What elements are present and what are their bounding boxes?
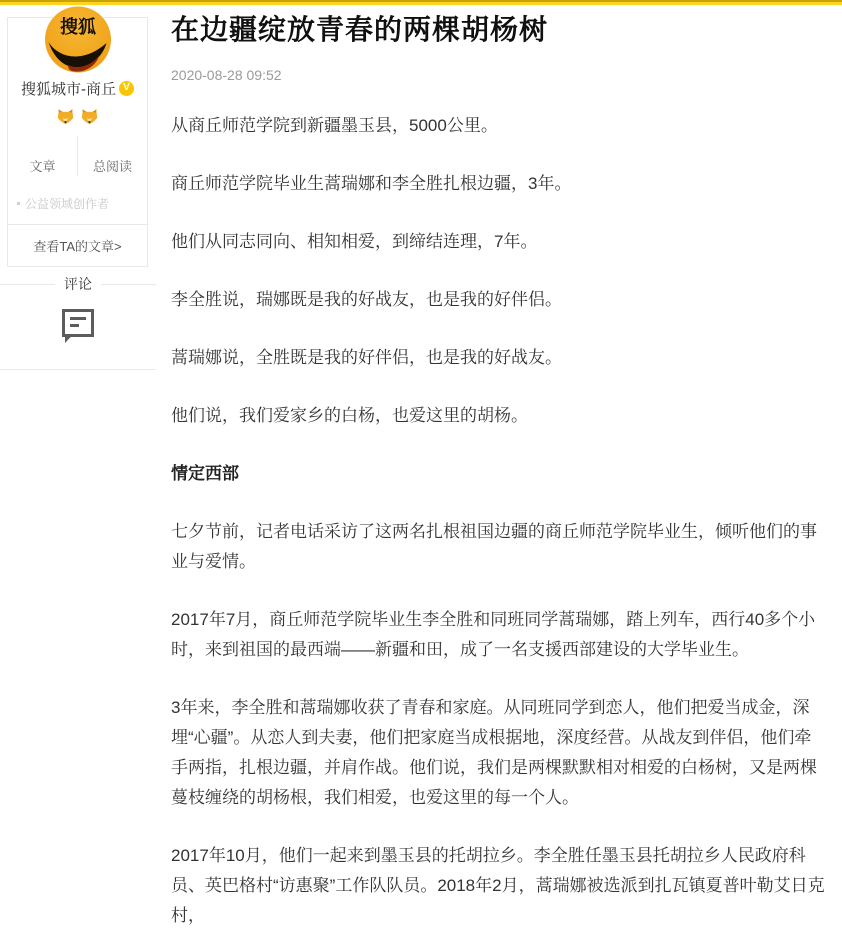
article-paragraph: 他们说，我们爱家乡的白杨，也爱这里的胡杨。 [171, 406, 528, 425]
publisher-name[interactable]: 搜狐城市-商丘 [21, 80, 116, 98]
creator-tag [8, 196, 147, 210]
verified-icon: V [119, 81, 134, 96]
comments-header [0, 276, 156, 292]
article-title: 在边疆绽放青春的两棵胡杨树 [171, 14, 549, 45]
article-paragraph: 蒿瑞娜说，全胜既是我的好伴侣，也是我的好战友。 [171, 348, 562, 367]
stat-total-reads[interactable] [77, 136, 147, 176]
article-paragraph: 七夕节前，记者电话采访了这两名扎根祖国边疆的商丘师范学院毕业生，倾听他们的事业与爱情。 [171, 522, 817, 571]
publisher-avatar[interactable] [44, 6, 111, 73]
stat-articles-label: 文章 [29, 159, 56, 174]
stat-articles[interactable] [8, 136, 77, 176]
bullet-dot-icon [17, 202, 20, 205]
publisher-badges [8, 108, 147, 126]
svg-text:搜狐: 搜狐 [59, 17, 96, 37]
article-paragraph: 3年来，李全胜和蒿瑞娜收获了青春和家庭。从同班同学到恋人，他们把爱当成金，深埋“心疆”。从恋人到夫妻，他们把家庭当成根据地，深度经营。从战友到伴侣，他们牵手两指，扎根边疆，并肩作战。他们说，我们是两棵默默相对相爱的白杨树，又是两棵蔓枝缠绕的胡杨根，我们相爱，也爱这里的每一个人。 [171, 698, 817, 807]
comments-title: 评论 [64, 276, 92, 292]
article-main [171, 5, 828, 931]
article-paragraph: 从商丘师范学院到新疆墨玉县，5000公里。 [171, 116, 498, 135]
stat-total-reads-label: 总阅读 [92, 159, 132, 174]
article-paragraph: 2017年7月，商丘师范学院毕业生李全胜和同班同学蒿瑞娜，踏上列车，西行40多个小时，来到祖国的最西端——新疆和田，成了一名支援西部建设的大学毕业生。 [171, 610, 816, 659]
article-paragraph: 李全胜说，瑞娜既是我的好战友，也是我的好伴侣。 [171, 290, 562, 309]
fox-badge-icon [81, 109, 98, 125]
fox-badge-icon [57, 109, 74, 125]
creator-tag-label: 公益领域创作者 [25, 196, 110, 211]
article-paragraph: 商丘师范学院毕业生蒿瑞娜和李全胜扎根边疆，3年。 [171, 174, 572, 193]
article-body [171, 111, 828, 931]
publisher-card [7, 17, 148, 267]
comments-section [0, 276, 156, 370]
article-paragraph: 他们从同志同向、相知相爱，到缔结连理，7年。 [171, 232, 538, 251]
sohu-logo-icon [44, 6, 111, 73]
comment-bubble-icon [59, 304, 97, 351]
article-date: 2020-08-28 09:52 [171, 67, 282, 83]
publisher-stats [8, 136, 147, 176]
publisher-name-row [8, 78, 147, 98]
article-section-heading: 情定西部 [171, 464, 239, 483]
view-articles-link[interactable]: 查看TA的文章> [8, 224, 147, 266]
divider-line [0, 284, 55, 285]
article-paragraph: 2017年10月，他们一起来到墨玉县的托胡拉乡。李全胜任墨玉县托胡拉乡人民政府科员、英巴格村“访惠聚”工作队队员。2018年2月，蒿瑞娜被选派到扎瓦镇夏普叶勒艾日克村， [171, 846, 825, 925]
divider-line [101, 284, 156, 285]
